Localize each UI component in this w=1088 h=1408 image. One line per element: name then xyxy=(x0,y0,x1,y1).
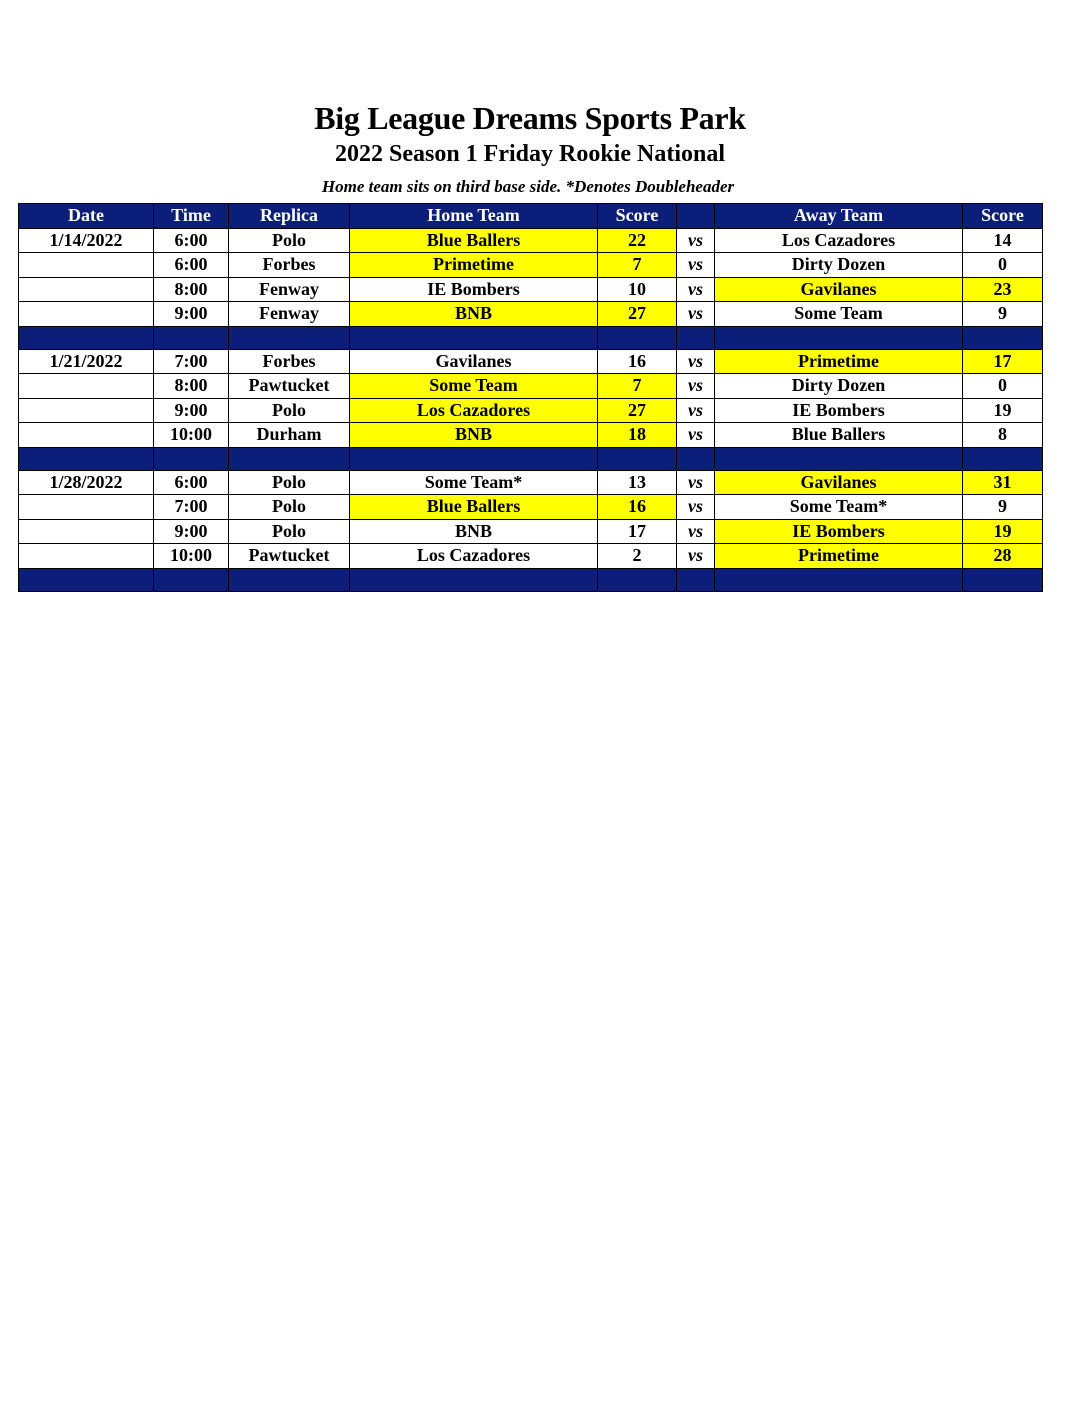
separator-cell xyxy=(19,326,154,349)
vs-label: vs xyxy=(677,302,715,327)
home-score-cell: 13 xyxy=(598,470,677,495)
away-team-cell: IE Bombers xyxy=(715,519,963,544)
game-row xyxy=(19,398,1043,423)
time-cell: 8:00 xyxy=(154,277,229,302)
replica-cell: Polo xyxy=(229,495,350,520)
separator-cell xyxy=(229,568,350,591)
column-header-time: Time xyxy=(154,204,229,229)
home-team-cell: Blue Ballers xyxy=(350,495,598,520)
time-cell: 9:00 xyxy=(154,302,229,327)
date-cell xyxy=(19,544,154,569)
time-cell: 6:00 xyxy=(154,253,229,278)
away-score-cell: 31 xyxy=(963,470,1043,495)
separator-cell xyxy=(677,326,715,349)
date-cell xyxy=(19,302,154,327)
game-row xyxy=(19,228,1043,253)
page-title: Big League Dreams Sports Park xyxy=(314,100,746,136)
schedule-body xyxy=(19,228,1043,591)
time-cell: 7:00 xyxy=(154,495,229,520)
away-team-cell: Dirty Dozen xyxy=(715,253,963,278)
away-score-cell: 8 xyxy=(963,423,1043,448)
game-row xyxy=(19,470,1043,495)
home-team-cell: Gavilanes xyxy=(350,349,598,374)
replica-cell: Polo xyxy=(229,519,350,544)
game-row xyxy=(19,302,1043,327)
separator-cell xyxy=(677,447,715,470)
vs-label: vs xyxy=(677,277,715,302)
separator-cell xyxy=(598,568,677,591)
away-score-cell: 17 xyxy=(963,349,1043,374)
separator-cell xyxy=(350,326,598,349)
away-team-cell: Dirty Dozen xyxy=(715,374,963,399)
vs-label: vs xyxy=(677,253,715,278)
column-header-vs xyxy=(677,204,715,229)
away-score-cell: 0 xyxy=(963,374,1043,399)
time-cell: 10:00 xyxy=(154,423,229,448)
away-score-cell: 23 xyxy=(963,277,1043,302)
separator-row xyxy=(19,568,1043,591)
separator-cell xyxy=(154,447,229,470)
separator-cell xyxy=(229,447,350,470)
vs-label: vs xyxy=(677,544,715,569)
home-score-cell: 10 xyxy=(598,277,677,302)
away-team-cell: Primetime xyxy=(715,349,963,374)
home-team-cell: Some Team xyxy=(350,374,598,399)
column-header-date: Date xyxy=(19,204,154,229)
separator-cell xyxy=(154,326,229,349)
time-cell: 6:00 xyxy=(154,228,229,253)
game-row xyxy=(19,519,1043,544)
date-cell xyxy=(19,277,154,302)
home-team-cell: Primetime xyxy=(350,253,598,278)
time-cell: 9:00 xyxy=(154,398,229,423)
away-score-cell: 19 xyxy=(963,398,1043,423)
date-cell: 1/14/2022 xyxy=(19,228,154,253)
home-score-cell: 16 xyxy=(598,349,677,374)
game-row xyxy=(19,277,1043,302)
vs-label: vs xyxy=(677,374,715,399)
game-row xyxy=(19,374,1043,399)
time-cell: 7:00 xyxy=(154,349,229,374)
vs-label: vs xyxy=(677,423,715,448)
home-score-cell: 7 xyxy=(598,253,677,278)
separator-cell xyxy=(350,447,598,470)
home-score-cell: 27 xyxy=(598,398,677,423)
separator-cell xyxy=(715,326,963,349)
game-row xyxy=(19,495,1043,520)
home-team-cell: IE Bombers xyxy=(350,277,598,302)
away-team-cell: Primetime xyxy=(715,544,963,569)
home-score-cell: 17 xyxy=(598,519,677,544)
date-cell: 1/28/2022 xyxy=(19,470,154,495)
separator-cell xyxy=(19,568,154,591)
separator-row xyxy=(19,326,1043,349)
header-row xyxy=(19,204,1043,229)
home-score-cell: 7 xyxy=(598,374,677,399)
time-cell: 10:00 xyxy=(154,544,229,569)
replica-cell: Fenway xyxy=(229,277,350,302)
separator-cell xyxy=(19,447,154,470)
game-row xyxy=(19,544,1043,569)
home-score-cell: 22 xyxy=(598,228,677,253)
separator-cell xyxy=(598,447,677,470)
away-team-cell: IE Bombers xyxy=(715,398,963,423)
away-score-cell: 14 xyxy=(963,228,1043,253)
replica-cell: Pawtucket xyxy=(229,544,350,569)
date-cell xyxy=(19,495,154,520)
replica-cell: Forbes xyxy=(229,253,350,278)
column-header-home-team: Home Team xyxy=(350,204,598,229)
vs-label: vs xyxy=(677,495,715,520)
home-score-cell: 18 xyxy=(598,423,677,448)
away-team-cell: Gavilanes xyxy=(715,277,963,302)
separator-cell xyxy=(715,568,963,591)
replica-cell: Fenway xyxy=(229,302,350,327)
separator-cell xyxy=(963,326,1043,349)
replica-cell: Forbes xyxy=(229,349,350,374)
column-header-replica: Replica xyxy=(229,204,350,229)
vs-label: vs xyxy=(677,519,715,544)
date-cell xyxy=(19,398,154,423)
date-cell: 1/21/2022 xyxy=(19,349,154,374)
date-cell xyxy=(19,253,154,278)
away-team-cell: Blue Ballers xyxy=(715,423,963,448)
page-subtitle: 2022 Season 1 Friday Rookie National xyxy=(334,141,726,167)
home-score-cell: 16 xyxy=(598,495,677,520)
vs-label: vs xyxy=(677,470,715,495)
separator-cell xyxy=(677,568,715,591)
time-cell: 6:00 xyxy=(154,470,229,495)
away-score-cell: 9 xyxy=(963,495,1043,520)
game-row xyxy=(19,253,1043,278)
separator-cell xyxy=(154,568,229,591)
column-header-home-score: Score xyxy=(598,204,677,229)
away-score-cell: 0 xyxy=(963,253,1043,278)
time-cell: 9:00 xyxy=(154,519,229,544)
home-score-cell: 27 xyxy=(598,302,677,327)
column-header-away-team: Away Team xyxy=(715,204,963,229)
vs-label: vs xyxy=(677,349,715,374)
separator-row xyxy=(19,447,1043,470)
date-cell xyxy=(19,519,154,544)
away-team-cell: Gavilanes xyxy=(715,470,963,495)
replica-cell: Polo xyxy=(229,470,350,495)
schedule-table xyxy=(18,203,1043,592)
column-header-away-score: Score xyxy=(963,204,1043,229)
home-score-cell: 2 xyxy=(598,544,677,569)
time-cell: 8:00 xyxy=(154,374,229,399)
vs-label: vs xyxy=(677,228,715,253)
away-score-cell: 28 xyxy=(963,544,1043,569)
vs-label: vs xyxy=(677,398,715,423)
home-team-cell: Los Cazadores xyxy=(350,544,598,569)
separator-cell xyxy=(963,568,1043,591)
home-team-cell: Some Team* xyxy=(350,470,598,495)
away-team-cell: Los Cazadores xyxy=(715,228,963,253)
away-team-cell: Some Team* xyxy=(715,495,963,520)
separator-cell xyxy=(598,326,677,349)
separator-cell xyxy=(350,568,598,591)
date-cell xyxy=(19,374,154,399)
separator-cell xyxy=(229,326,350,349)
home-team-cell: Blue Ballers xyxy=(350,228,598,253)
game-row xyxy=(19,423,1043,448)
home-team-cell: BNB xyxy=(350,302,598,327)
home-team-cell: Los Cazadores xyxy=(350,398,598,423)
game-row xyxy=(19,349,1043,374)
replica-cell: Pawtucket xyxy=(229,374,350,399)
schedule-note: Home team sits on third base side. *Denotes Doubleheader xyxy=(321,177,735,196)
home-team-cell: BNB xyxy=(350,519,598,544)
replica-cell: Polo xyxy=(229,398,350,423)
date-cell xyxy=(19,423,154,448)
away-score-cell: 19 xyxy=(963,519,1043,544)
separator-cell xyxy=(963,447,1043,470)
away-score-cell: 9 xyxy=(963,302,1043,327)
home-team-cell: BNB xyxy=(350,423,598,448)
replica-cell: Durham xyxy=(229,423,350,448)
replica-cell: Polo xyxy=(229,228,350,253)
away-team-cell: Some Team xyxy=(715,302,963,327)
separator-cell xyxy=(715,447,963,470)
